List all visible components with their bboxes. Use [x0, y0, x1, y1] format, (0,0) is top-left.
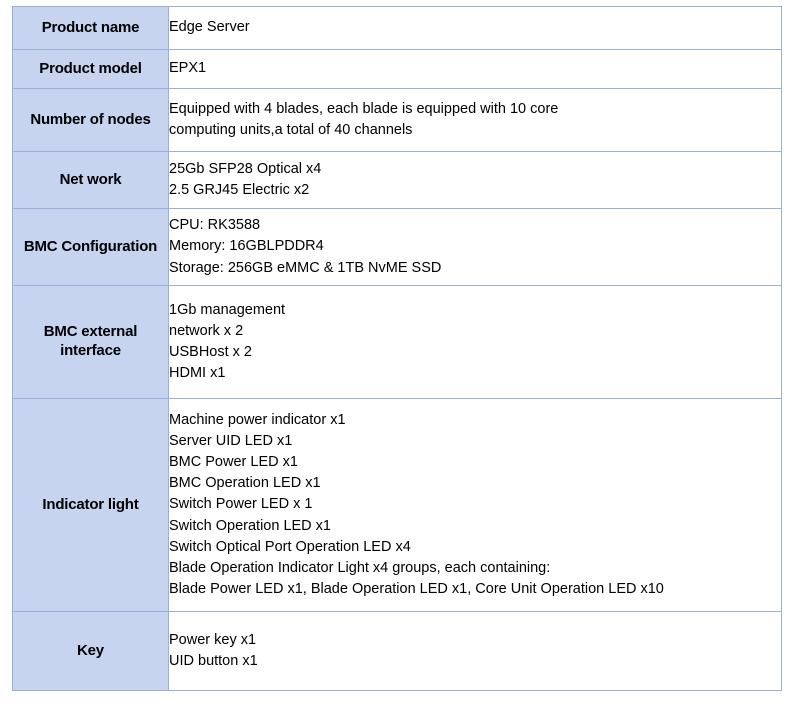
row-label-product-name: Product name — [13, 7, 169, 50]
table-row — [13, 89, 782, 152]
row-label-product-model: Product model — [13, 50, 169, 89]
row-value-product-name — [169, 7, 782, 50]
value-line: Power key x1 — [169, 631, 257, 648]
row-value-net-work — [169, 152, 782, 209]
row-label-number-of-nodes: Number of nodes — [13, 89, 169, 152]
value-line: 2.5 GRJ45 Electric x2 — [169, 182, 310, 198]
value-line: Blade Operation Indicator Light x4 groups, each containing: — [169, 559, 551, 576]
row-value-key — [169, 612, 782, 691]
row-label-bmc-external-interface: BMC external interface — [13, 286, 169, 399]
specification-table-body — [13, 7, 782, 691]
row-label-key: Key — [13, 612, 169, 691]
row-value-number-of-nodes — [169, 89, 782, 152]
table-row — [13, 399, 782, 612]
value-line: Equipped with 4 blades, each blade is equipped with 10 core — [169, 100, 559, 117]
value-line: Storage: 256GB eMMC & 1TB NvME SSD — [169, 259, 442, 276]
value-line: Blade Power LED x1, Blade Operation LED x1, Core Unit Operation LED x10 — [169, 580, 664, 597]
value-line: Server UID LED x1 — [169, 433, 293, 450]
row-label-indicator-light: Indicator light — [13, 399, 169, 612]
value-line: USBHost x 2 — [169, 344, 252, 360]
value-line: Switch Operation LED x1 — [169, 517, 331, 534]
row-label-bmc-configuration: BMC Configuration — [13, 209, 169, 286]
value-line: UID button x1 — [169, 653, 258, 669]
value-line: network x 2 — [169, 322, 244, 339]
table-row — [13, 152, 782, 209]
table-row — [13, 612, 782, 691]
value-line: HDMI x1 — [169, 365, 226, 382]
value-line: EPX1 — [169, 60, 207, 77]
table-row — [13, 286, 782, 399]
value-line: Switch Optical Port Operation LED x4 — [169, 538, 411, 555]
value-line: computing units,a total of 40 channels — [169, 122, 413, 138]
row-label-net-work: Net work — [13, 152, 169, 209]
value-line: 1Gb management — [169, 301, 286, 318]
value-line: Memory: 16GBLPDDR4 — [169, 238, 324, 255]
row-value-indicator-light — [169, 399, 782, 612]
row-value-product-model — [169, 50, 782, 89]
table-row — [13, 209, 782, 286]
value-line: Machine power indicator x1 — [169, 412, 346, 429]
table-row — [13, 50, 782, 89]
value-line: Edge Server — [169, 19, 250, 36]
value-line: 25Gb SFP28 Optical x4 — [169, 160, 322, 177]
value-line: BMC Power LED x1 — [169, 454, 298, 471]
value-line: CPU: RK3588 — [169, 217, 261, 234]
table-row — [13, 7, 782, 50]
row-value-bmc-configuration — [169, 209, 782, 286]
value-line: BMC Operation LED x1 — [169, 475, 321, 492]
row-value-bmc-external-interface — [169, 286, 782, 399]
specification-table — [12, 6, 782, 691]
value-line: Switch Power LED x 1 — [169, 496, 313, 513]
